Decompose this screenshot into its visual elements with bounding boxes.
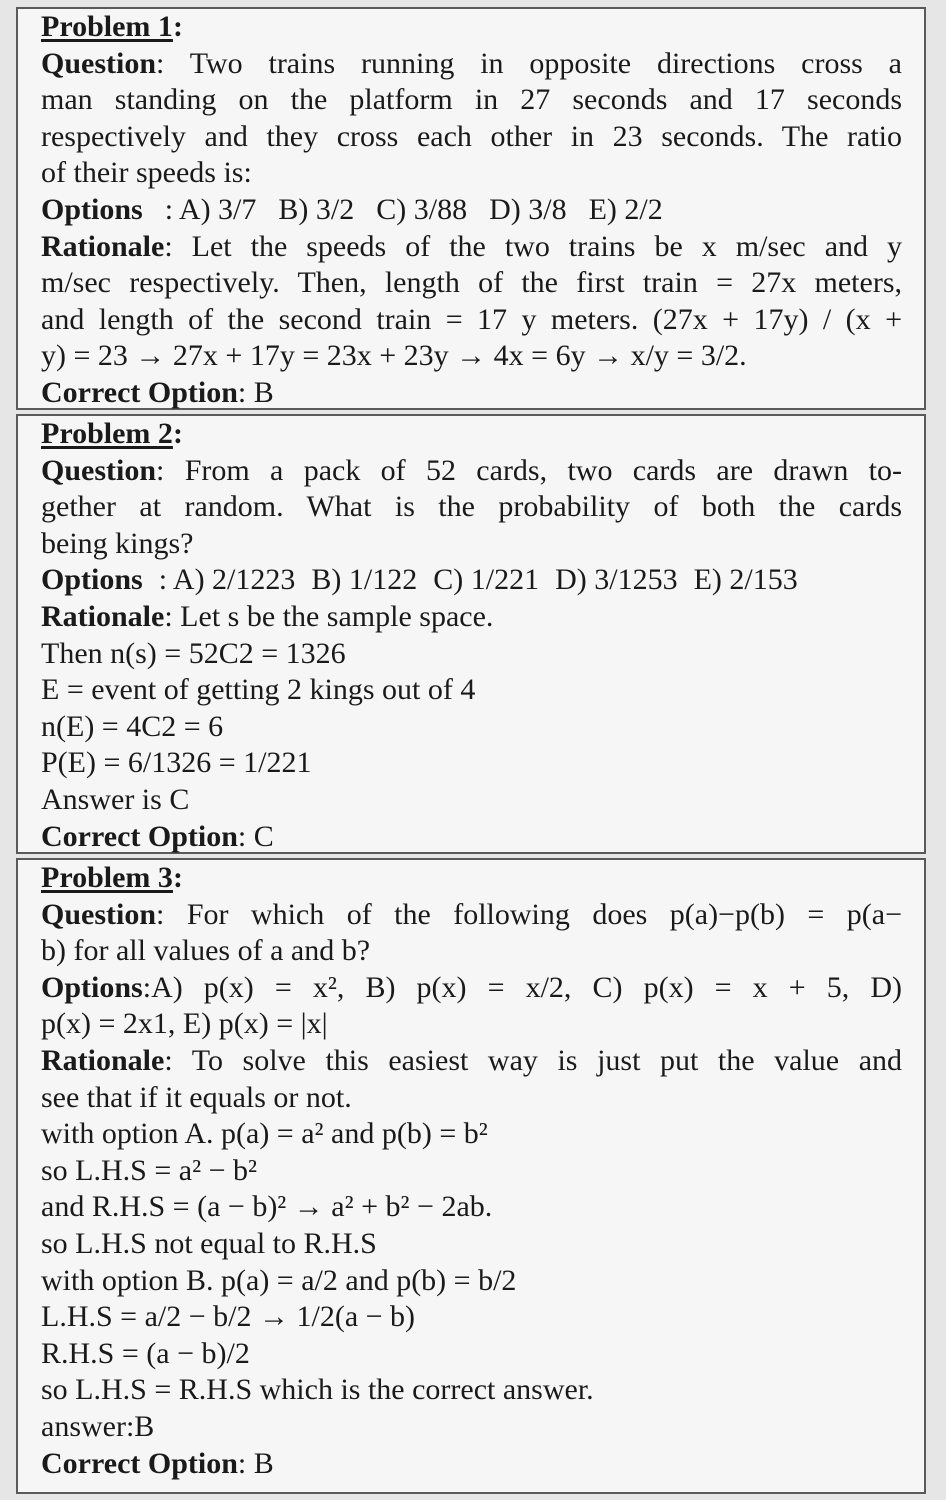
problem-3-options-line-1: Options:A) p(x) = x², B) p(x) = x/2, C) p(x) = x + 5, D) bbox=[41, 970, 902, 1004]
problem-1-question-line-1: Question: Two trains running in opposite directions cross a bbox=[41, 46, 902, 80]
problem-1-rationale-line-4: y) = 23 → 27x + 17y = 23x + 23y → 4x = 6y → x/y = 3/2. bbox=[41, 339, 747, 373]
problem-2-title: Problem 2: bbox=[41, 417, 183, 450]
problem-1-rationale-line-3: and length of the second train = 17 y meters. (27x + 17y) / (x + bbox=[41, 302, 902, 336]
problem-3-rationale-line-5: and R.H.S = (a − b)² → a² + b² − 2ab. bbox=[41, 1190, 493, 1224]
problem-3-rationale-line-6: so L.H.S not equal to R.H.S bbox=[41, 1226, 377, 1260]
problem-3-question-line-2: b) for all values of a and b? bbox=[41, 934, 371, 968]
problem-3-rationale-line-9: R.H.S = (a − b)/2 bbox=[41, 1336, 250, 1370]
problem-1-correct-option: Correct Option: B bbox=[41, 375, 274, 409]
problem-3-options-line-2: p(x) = 2x1, E) p(x) = |x| bbox=[41, 1007, 328, 1041]
problem-3-rationale-line-7: with option B. p(a) = a/2 and p(b) = b/2 bbox=[41, 1263, 517, 1297]
problem-2-question-line-2: gether at random. What is the probability of both the cards bbox=[41, 490, 902, 524]
problem-2-rationale-line-1: Rationale: Let s be the sample space. bbox=[41, 599, 494, 633]
problem-2-rationale-line-4: n(E) = 4C2 = 6 bbox=[41, 709, 224, 743]
problem-2-rationale-line-5: P(E) = 6/1326 = 1/221 bbox=[41, 746, 312, 780]
problem-3-rationale-line-4: so L.H.S = a² − b² bbox=[41, 1153, 257, 1187]
problem-2-correct-option: Correct Option: C bbox=[41, 819, 274, 853]
problem-3-correct-option: Correct Option: B bbox=[41, 1446, 274, 1480]
problem-3-rationale-line-2: see that if it equals or not. bbox=[41, 1080, 352, 1114]
problem-2-rationale-line-3: E = event of getting 2 kings out of 4 bbox=[41, 673, 476, 707]
problem-1-options: Options : A) 3/7 B) 3/2 C) 3/88 D) 3/8 E) 2/2 bbox=[41, 192, 663, 226]
problem-1-question-line-4: of their speeds is: bbox=[41, 156, 252, 190]
problem-3-question-line-1: Question: For which of the following does p(a)−p(b) = p(a− bbox=[41, 897, 902, 931]
problem-3-rationale-line-8: L.H.S = a/2 − b/2 → 1/2(a − b) bbox=[41, 1300, 416, 1334]
problem-3-rationale-line-11: answer:B bbox=[41, 1409, 155, 1443]
problem-3-box bbox=[16, 858, 926, 1494]
problem-1-rationale-line-2: m/sec respectively. Then, length of the first train = 27x meters, bbox=[41, 266, 902, 300]
problem-1-rationale-line-1: Rationale: Let the speeds of the two trains be x m/sec and y bbox=[41, 229, 902, 263]
problem-2-options: Options : A) 2/1223 B) 1/122 C) 1/221 D) 3/1253 E) 2/153 bbox=[41, 563, 798, 597]
problem-3-title: Problem 3: bbox=[41, 861, 183, 894]
problem-1-box bbox=[16, 7, 926, 410]
problem-3-rationale-line-1: Rationale: To solve this easiest way is just put the value and bbox=[41, 1043, 903, 1077]
problem-3-rationale-line-3: with option A. p(a) = a² and p(b) = b² bbox=[41, 1117, 488, 1151]
problem-2-rationale-line-2: Then n(s) = 52C2 = 1326 bbox=[41, 636, 346, 670]
problem-1-question-line-3: respectively and they cross each other in 23 seconds. The ratio bbox=[41, 119, 902, 153]
problem-1-title: Problem 1: bbox=[41, 10, 183, 43]
problem-2-box bbox=[16, 414, 926, 854]
problem-3-rationale-line-10: so L.H.S = R.H.S which is the correct answer. bbox=[41, 1373, 594, 1407]
problem-2-question-line-1: Question: From a pack of 52 cards, two cards are drawn to- bbox=[41, 453, 902, 487]
problem-2-rationale-line-6: Answer is C bbox=[41, 782, 190, 816]
problem-2-question-line-3: being kings? bbox=[41, 526, 194, 560]
problem-1-question-line-2: man standing on the platform in 27 seconds and 17 seconds bbox=[41, 83, 902, 117]
